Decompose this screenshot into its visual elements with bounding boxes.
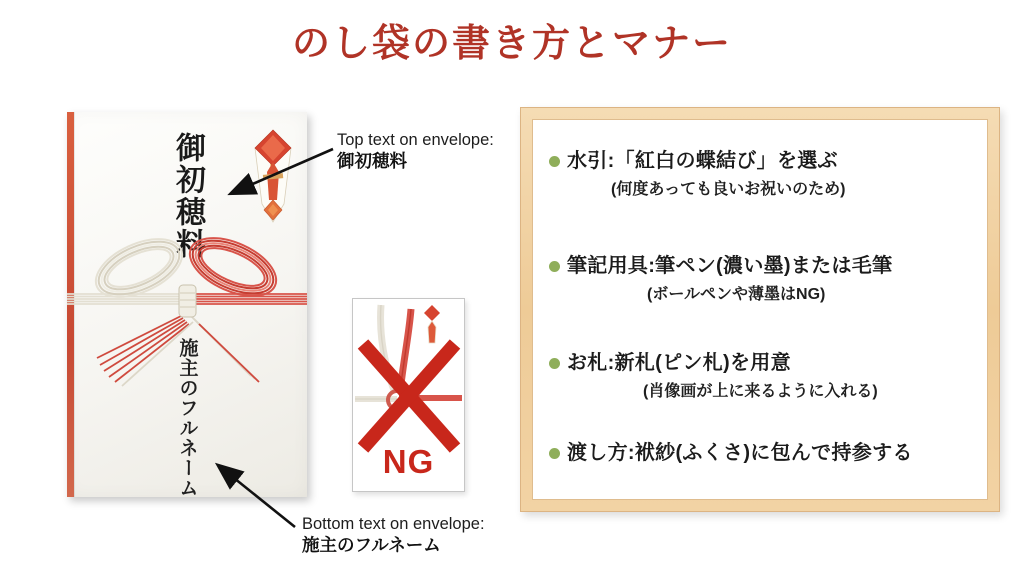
manner-item-sub: (肖像画が上に来るように入れる) <box>643 383 878 401</box>
bullet-dot-icon <box>549 261 560 272</box>
bullet-dot-icon <box>549 358 560 369</box>
manner-item-main: お札:新札(ピン札)を用意 <box>567 352 791 375</box>
manner-item-sub: (ボールペンや薄墨はNG) <box>647 286 826 304</box>
manner-item-bills <box>549 350 975 403</box>
annotation-bottom-value: 施主のフルネーム <box>302 535 441 555</box>
annotation-bottom <box>302 514 485 556</box>
envelope-top-text: 御初穂料 <box>171 132 204 260</box>
manner-panel-frame <box>520 107 1000 512</box>
manner-item-main: 水引:「紅白の蝶結び」を選ぶ <box>567 150 838 172</box>
manner-item-writing-tool <box>549 253 975 306</box>
manner-item-sub: (何度あっても良いお祝いのため) <box>611 181 846 198</box>
manner-item-mizuhiki <box>549 148 975 201</box>
bullet-dot-icon <box>549 156 560 167</box>
manner-item-main: 筆記用具:筆ペン(濃い墨)または毛筆 <box>567 255 893 278</box>
ng-envelope <box>352 298 465 492</box>
annotation-bottom-label: Bottom text on envelope: <box>302 515 485 533</box>
mizuhiki-band-white <box>67 294 180 304</box>
envelope-bottom-text: 施主のフルネーム <box>176 338 198 498</box>
bullet-dot-icon <box>549 448 560 459</box>
mizuhiki-knot <box>179 285 196 317</box>
annotation-top <box>337 130 494 172</box>
page-title: のし袋の書き方とマナー <box>291 23 732 65</box>
manner-item-handing <box>549 440 975 466</box>
manner-panel <box>532 119 988 500</box>
noshi-envelope <box>67 112 307 497</box>
noshi-ornament-icon <box>251 128 295 224</box>
annotation-top-value: 御初穂料 <box>337 151 407 171</box>
annotation-top-label: Top text on envelope: <box>337 131 494 149</box>
ng-label: NG <box>382 443 435 480</box>
manner-item-main: 渡し方:袱紗(ふくさ)に包んで持参する <box>567 441 913 464</box>
